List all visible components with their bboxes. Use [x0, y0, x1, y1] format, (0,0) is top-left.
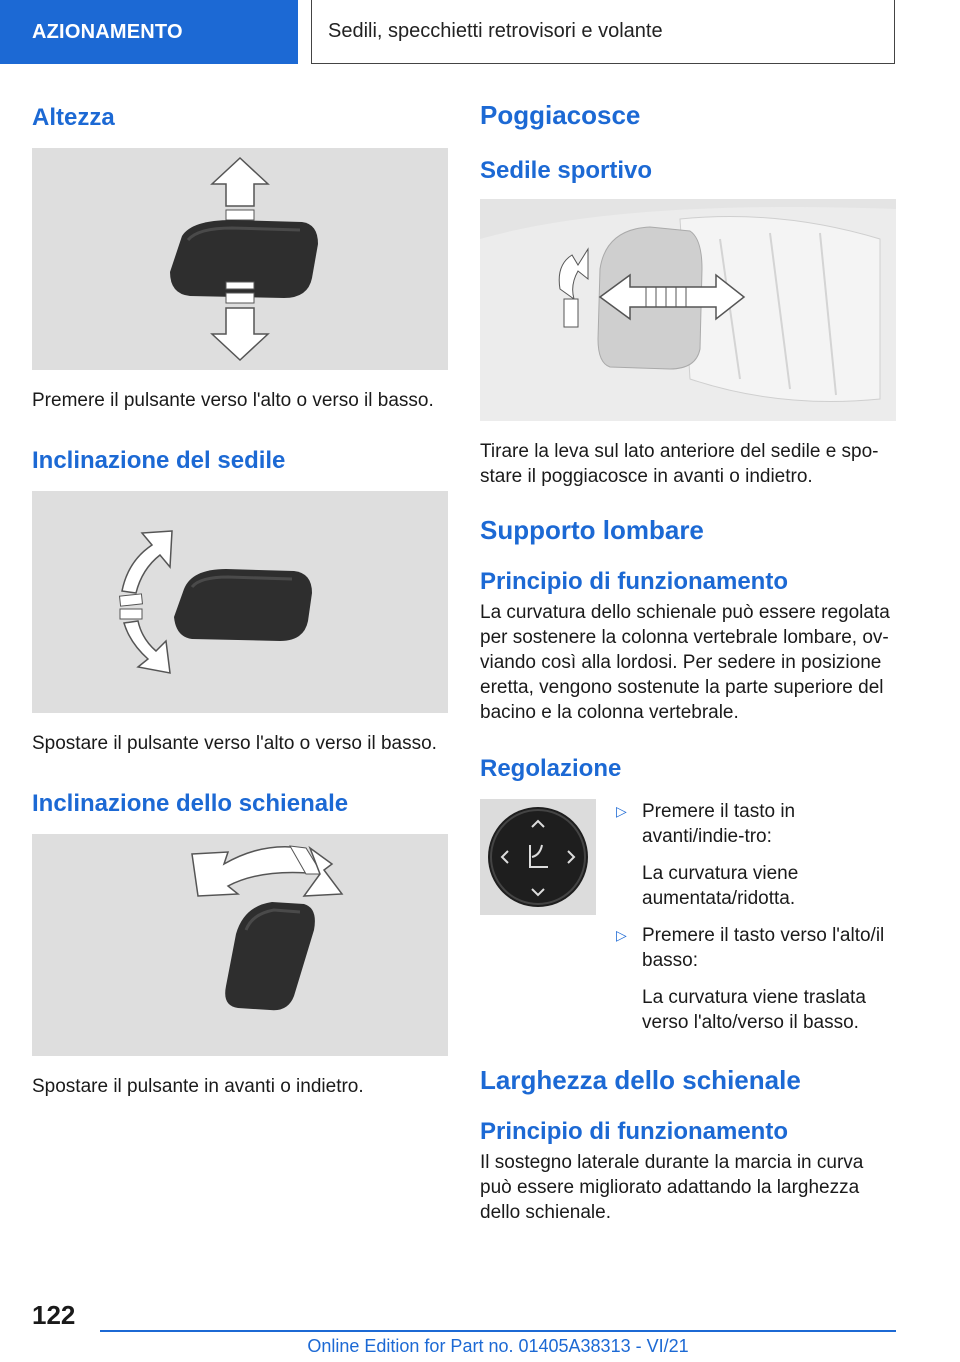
header-title: Sedili, specchietti retrovisori e volante — [311, 0, 895, 64]
heading-inclinazione-sedile: Inclinazione del sedile — [32, 447, 286, 474]
heading-inclinazione-schienale: Inclinazione dello schienale — [32, 790, 349, 817]
text-larghezza: Il sostegno laterale durante la marcia in curva può essere migliorato adattando la larghezza dello schienale. — [480, 1152, 864, 1223]
footer-divider — [100, 1330, 896, 1332]
left-column — [32, 100, 448, 1099]
caption-inclinazione-sedile: Spostare il pulsante verso l'alto o verso il basso. — [32, 733, 437, 754]
caption-altezza: Premere il pulsante verso l'alto o verso il basso. — [32, 390, 434, 411]
figure-poggiacosce — [480, 199, 896, 421]
bullet-detail: La curvatura viene aumentata/ridotta. — [642, 863, 799, 909]
triangle-bullet-icon: ▷ — [616, 927, 627, 943]
heading-altezza: Altezza — [32, 104, 115, 131]
page-number: 122 — [32, 1300, 76, 1330]
bullet-detail: La curvatura viene traslata verso l'alto/verso il basso. — [642, 987, 866, 1033]
list-item — [616, 923, 896, 973]
footer-edition: Online Edition for Part no. 01405A38313 - VI/21 — [307, 1336, 689, 1356]
seat-height-button-illustration — [32, 148, 448, 370]
triangle-bullet-icon: ▷ — [616, 803, 627, 819]
subheading-sedile-sportivo: Sedile sportivo — [480, 157, 653, 184]
figure-altezza — [32, 148, 448, 370]
text-principio-lombare: La curvatura dello schienale può essere regolata per sostenere la colonna vertebrale lombare, ov-viando così alla lordosi. Per sedere in posizione eretta, vengono sostenute la parte superiore del bacino e la colonna vertebrale. — [480, 602, 890, 723]
list-item — [616, 799, 896, 849]
header-section: AZIONAMENTO — [0, 0, 298, 64]
heading-principio-larghezza: Principio di funzionamento — [480, 1118, 788, 1145]
text-poggiacosce: Tirare la leva sul lato anteriore del sedile e spo-stare il poggiacosce in avanti o indietro. — [480, 441, 879, 487]
heading-regolazione: Regolazione — [480, 755, 622, 782]
seat-tilt-button-illustration — [32, 491, 448, 713]
heading-larghezza: Larghezza dello schienale — [480, 1065, 801, 1095]
regolazione-list — [616, 799, 896, 1035]
bullet-label: Premere il tasto verso l'alto/il basso: — [642, 925, 885, 971]
backrest-tilt-button-illustration — [32, 834, 448, 1056]
heading-supporto-lombare: Supporto lombare — [480, 515, 704, 545]
caption-inclinazione-schienale: Spostare il pulsante in avanti o indietro. — [32, 1076, 364, 1097]
regolazione-block — [480, 799, 896, 1035]
heading-principio-lombare: Principio di funzionamento — [480, 568, 788, 595]
lumbar-control-knob-illustration — [480, 799, 596, 915]
lumbar-knob-figure — [480, 799, 596, 915]
bullet-label: Premere il tasto in avanti/indie-tro: — [642, 801, 796, 847]
figure-inclinazione-schienale — [32, 834, 448, 1056]
figure-inclinazione-sedile — [32, 491, 448, 713]
heading-poggiacosce: Poggiacosce — [480, 100, 641, 130]
right-column — [480, 100, 896, 1225]
thigh-support-illustration — [480, 199, 896, 421]
